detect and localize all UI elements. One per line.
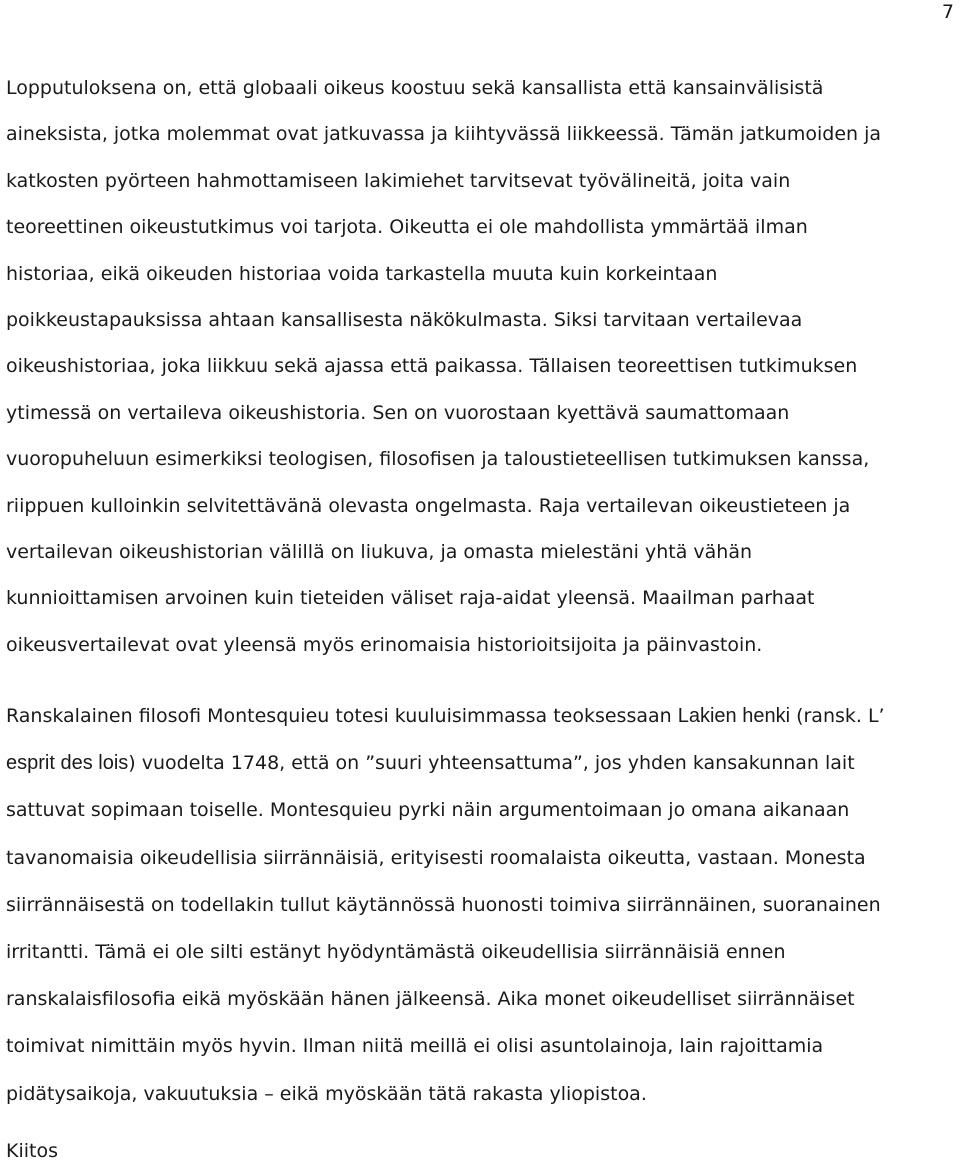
text-line: toimivat nimittäin myös hyvin. Ilman niitä meillä ei olisi asuntolainoja, lain rajoittamia	[6, 1035, 824, 1058]
paragraph-1	[6, 65, 956, 668]
text-line: ranskalaisfilosofia eikä myöskään hänen jälkeensä. Aika monet oikeudelliset siirrännäiset	[6, 988, 855, 1011]
text-line: oikeusvertailevat ovat yleensä myös erinomaisia historioitsijoita ja päinvastoin.	[6, 633, 763, 656]
text-line: vertailevan oikeushistorian välillä on liukuva, ja omasta mielestäni yhtä vähän	[6, 540, 753, 563]
text-run: Ranskalainen filosofi Montesquieu totesi kuuluisimmassa teoksessaan	[6, 705, 678, 727]
text-line: pidätysaikoja, vakuutuksia – eikä myöskään tätä rakasta yliopistoa.	[6, 1082, 647, 1105]
text-line: sattuvat sopimaan toiselle. Montesquieu pyrki näin argumentoimaan jo omana aikanaan	[6, 799, 850, 822]
text-run: (ransk. L’	[790, 705, 885, 727]
text-line: Lopputuloksena on, että globaali oikeus koostuu sekä kansallista että kansainvälisistä	[6, 77, 824, 99]
text-line: poikkeustapauksissa ahtaan kansallisesta näkökulmasta. Siksi tarvitaan vertailevaa	[6, 308, 803, 331]
text-line: tavanomaisia oikeudellisia siirrännäisiä, erityisesti roomalaista oikeutta, vastaan. Monesta	[6, 846, 866, 869]
text-line: oikeushistoriaa, joka liikkuu sekä ajassa että paikassa. Tällaisen teoreettisen tutkimuksen	[6, 355, 858, 378]
page-number: 7	[941, 1, 954, 23]
text-line: teoreettinen oikeustutkimus voi tarjota. Oikeutta ei ole mahdollista ymmärtää ilman	[6, 216, 808, 239]
text-line	[6, 740, 956, 787]
text-line: siirrännäisestä on todellakin tullut käytännössä huonosti toimiva siirrännäinen, suoranainen	[6, 893, 881, 916]
text-line: katkosten pyörteen hahmottamiseen lakimiehet tarvitsevat työvälineitä, joita vain	[6, 169, 791, 192]
paragraph-2	[6, 693, 956, 1118]
text-line	[6, 693, 956, 740]
text-line: vuoropuheluun esimerkiksi teologisen, filosofisen ja taloustieteellisen tutkimuksen kanssa,	[6, 448, 870, 471]
book-title-original: esprit des lois	[6, 752, 129, 775]
text-line: aineksista, jotka molemmat ovat jatkuvassa ja kiihtyvässä liikkeessä. Tämän jatkumoiden ja	[6, 123, 882, 146]
closing-text: Kiitos	[6, 1140, 58, 1162]
text-run: ) vuodelta 1748, että on ”suuri yhteensattuma”, jos yhden kansakunnan lait	[128, 752, 855, 775]
text-line: kunnioittamisen arvoinen kuin tieteiden väliset raja-aidat yleensä. Maailman parhaat	[6, 587, 815, 610]
text-line: historiaa, eikä oikeuden historiaa voida tarkastella muuta kuin korkeintaan	[6, 262, 718, 285]
book-title: Lakien henki	[677, 705, 791, 727]
text-line: irritantti. Tämä ei ole silti estänyt hyödyntämästä oikeudellisia siirrännäisiä ennen	[6, 940, 786, 963]
text-line: riippuen kulloinkin selvitettävänä olevasta ongelmasta. Raja vertailevan oikeustieteen ja	[6, 494, 851, 517]
text-line: ytimessä on vertaileva oikeushistoria. Sen on vuorostaan kyettävä saumattomaan	[6, 401, 790, 424]
